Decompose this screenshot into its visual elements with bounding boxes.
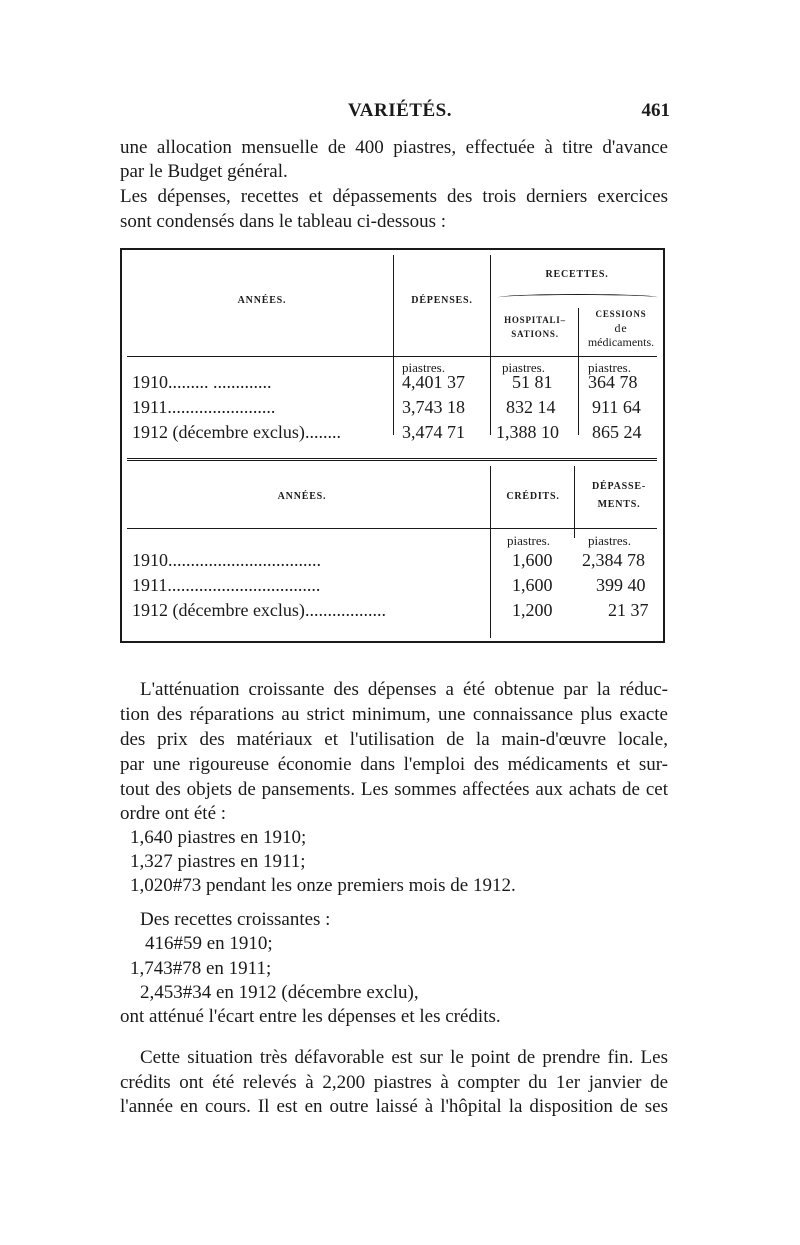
t1-head-recettes: RECETTES. (545, 269, 609, 280)
t1-row-1912 (132, 422, 341, 443)
leader-dots: .................................. (168, 550, 321, 570)
row-label: 1911 (132, 397, 168, 417)
recettes-brace (498, 294, 658, 301)
t2-head-annees: ANNÉES. (277, 491, 327, 502)
t2-dep-1910: 2,384 78 (582, 550, 645, 570)
t2-cred-1910: 1,600 (512, 550, 553, 570)
t1-unit-hosp: piastres. (502, 360, 545, 375)
intro-line-1: une allocation mensuelle de 400 piastres, effectuée à titre d'avance (120, 137, 668, 158)
t2-head-dep-1: DÉPASSE- (591, 481, 646, 492)
t2-row-1911 (132, 575, 320, 596)
para2-line-2: tion des réparations au strict minimum, une connaissance plus exacte (120, 704, 668, 725)
para2-line-3: des prix des matériaux et l'utilisation de la main-d'œuvre locale, (120, 729, 668, 750)
para3-line-1: Cette situation très défavorable est sur le point de prendre fin. Les (140, 1047, 668, 1068)
t1-col-sep-1 (393, 255, 394, 435)
leader-dots: .................. (304, 600, 386, 620)
leader-dots: ........................ (167, 397, 276, 417)
row-label: 1912 (décembre exclus) (132, 422, 305, 442)
para2-line-6: ordre ont été : (120, 803, 227, 824)
t1-dep-1910: 4,401 37 (402, 372, 465, 392)
intro-line-2: par le Budget général. (120, 161, 288, 182)
recettes-intro: Des recettes croissantes : (140, 909, 331, 930)
t2-dep-1911: 399 40 (596, 575, 646, 595)
t1-hosp-1910: 51 81 (512, 372, 553, 392)
t2-row-1912 (132, 600, 386, 621)
t2-cred-1912: 1,200 (512, 600, 553, 620)
t1-row-1911 (132, 397, 275, 418)
t1-cess-1910: 364 78 (588, 372, 638, 392)
table-divider (127, 458, 657, 461)
t2-head-credits: CRÉDITS. (506, 491, 560, 502)
recette-1910: 416#59 en 1910; (145, 933, 273, 954)
t1-dep-1912: 3,474 71 (402, 422, 465, 442)
t2-row-1910 (132, 550, 321, 571)
t1-unit-cess: piastres. (588, 360, 631, 375)
para2-line-5: tout des objets de pansements. Les sommes affectées aux achats de cet (120, 779, 668, 800)
t2-col-sep-1 (490, 466, 491, 638)
para3-line-3: l'année en cours. Il est en outre laissé à l'hôpital la disposition de ses (120, 1096, 668, 1117)
row-label: 1910 (132, 550, 168, 570)
t2-cred-1911: 1,600 (512, 575, 553, 595)
t1-head-depenses: DÉPENSES. (411, 295, 473, 306)
recette-1912: 2,453#34 en 1912 (décembre exclu), (140, 982, 419, 1003)
t1-row-1910 (132, 372, 272, 393)
leader-dots: ........ (304, 422, 341, 442)
achat-1911: 1,327 piastres en 1911; (130, 851, 306, 872)
para2-line-1: L'atténuation croissante des dépenses a été obtenue par la réduc- (140, 679, 668, 700)
recettes-outro: ont atténué l'écart entre les dépenses et les crédits. (120, 1006, 501, 1027)
t2-dep-1912: 21 37 (608, 600, 649, 620)
t1-hosp-1911: 832 14 (506, 397, 556, 417)
t2-unit-credits: piastres. (507, 533, 550, 548)
row-label: 1912 (décembre exclus) (132, 600, 305, 620)
achat-1910: 1,640 piastres en 1910; (130, 827, 307, 848)
para2-line-4: par une rigoureuse économie dans l'emploi des médicaments et sur- (120, 754, 668, 775)
t1-head-annees: ANNÉES. (237, 295, 287, 306)
row-label: 1910 (132, 372, 168, 392)
t1-col-sep-2 (490, 255, 491, 435)
page-number: 461 (641, 100, 670, 121)
t1-hosp-1912: 1,388 10 (496, 422, 559, 442)
t2-head-rule (127, 528, 657, 529)
running-head-title: VARIÉTÉS. (348, 100, 452, 121)
t2-unit-dep: piastres. (588, 533, 631, 548)
expense-table (120, 248, 665, 643)
row-label: 1911 (132, 575, 168, 595)
t1-head-cess-2: de (614, 321, 628, 335)
leader-dots: ......... ............. (168, 372, 272, 392)
t1-unit-dep: piastres. (402, 360, 445, 375)
achat-1912: 1,020#73 pendant les onze premiers mois de 1912. (130, 875, 516, 896)
t1-head-hosp-1: HOSPITALI– (504, 315, 566, 325)
t1-head-rule (127, 356, 657, 357)
para3-line-2: crédits ont été relevés à 2,200 piastres à compter du 1er janvier de (120, 1072, 668, 1093)
t1-cess-1911: 911 64 (592, 397, 641, 417)
t1-dep-1911: 3,743 18 (402, 397, 465, 417)
t1-col-sep-3 (578, 308, 579, 435)
t1-head-hosp-2: SATIONS. (511, 329, 559, 339)
t2-head-dep-2: MENTS. (597, 499, 641, 510)
intro-line-3: Les dépenses, recettes et dépassements des trois derniers exercices (120, 186, 668, 207)
t1-head-cess-3: médicaments. (587, 335, 655, 349)
intro-line-4: sont condensés dans le tableau ci-dessous : (120, 211, 447, 232)
leader-dots: .................................. (167, 575, 321, 595)
recette-1911: 1,743#78 en 1911; (130, 958, 272, 979)
t1-head-cess-1: CESSIONS (595, 309, 647, 319)
t1-cess-1912: 865 24 (592, 422, 642, 442)
